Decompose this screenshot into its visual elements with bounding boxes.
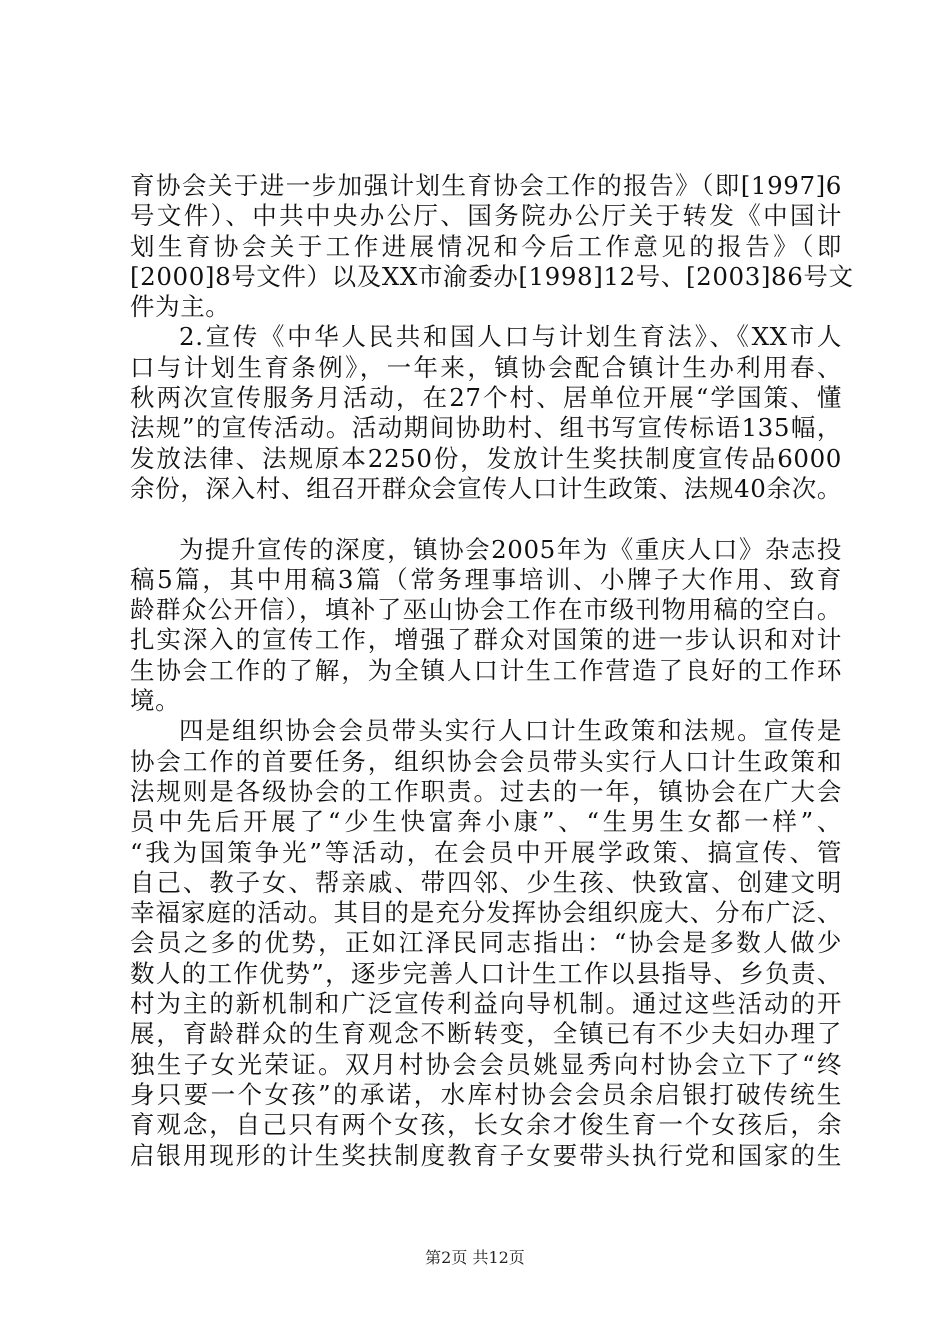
text-line: 幸福家庭的活动。其目的是充分发挥协会组织庞大、分布广泛、 bbox=[130, 898, 842, 928]
text-line: 自己、教子女、帮亲戚、带四邻、少生孩、快致富、创建文明 bbox=[130, 867, 842, 897]
text-line: 独生子女光荣证。双月村协会会员姚显秀向村协会立下了“终 bbox=[130, 1049, 842, 1079]
text-line: 口与计划生育条例》，一年来，镇协会配合镇计生办利用春、 bbox=[130, 352, 842, 382]
text-line: 划生育协会关于工作进展情况和今后工作意见的报告》（即 bbox=[130, 231, 842, 261]
text-line: 法规则是各级协会的工作职责。过去的一年，镇协会在广大会 bbox=[130, 776, 842, 806]
text-line: 号文件）、中共中央办公厅、国务院办公厅关于转发《中国计 bbox=[130, 201, 842, 231]
page-footer bbox=[0, 1245, 950, 1268]
text-line: “我为国策争光”等活动，在会员中开展学政策、搞宣传、管 bbox=[130, 837, 842, 867]
text-line: 秋两次宣传服务月活动，在27个村、居单位开展“学国策、懂 bbox=[130, 383, 842, 413]
text-line: 扎实深入的宣传工作，增强了群众对国策的进一步认识和对计 bbox=[130, 625, 842, 655]
text-line: [2000]8号文件）以及XX市渝委办[1998]12号、[2003]86号文 bbox=[130, 261, 854, 291]
text-line: 育观念，自己只有两个女孩，长女余才俊生育一个女孩后，余 bbox=[130, 1110, 842, 1140]
paragraph-gap bbox=[130, 504, 842, 534]
text-line: 余份，深入村、组召开群众会宣传人口计生政策、法规40余次。 bbox=[130, 473, 842, 503]
text-line: 发放法律、法规原本2250份，发放计生奖扶制度宣传品6000 bbox=[130, 443, 842, 473]
text-line: 身只要一个女孩”的承诺，水库村协会会员余启银打破传统生 bbox=[130, 1079, 842, 1109]
text-line: 启银用现形的计生奖扶制度教育子女要带头执行党和国家的生 bbox=[130, 1140, 842, 1170]
text-line: 数人的工作优势”，逐步完善人口计生工作以县指导、乡负责、 bbox=[130, 958, 842, 988]
text-line: 生协会工作的了解，为全镇人口计生工作营造了良好的工作环 bbox=[130, 655, 842, 685]
text-line: 件为主。 bbox=[130, 292, 231, 322]
text-line: 协会工作的首要任务，组织协会会员带头实行人口计生政策和 bbox=[130, 746, 842, 776]
text-line: 稿5篇，其中用稿3篇（常务理事培训、小牌子大作用、致育 bbox=[130, 564, 842, 594]
document-body bbox=[130, 171, 854, 1171]
text-line: 育协会关于进一步加强计划生育协会工作的报告》（即[1997]6 bbox=[130, 171, 842, 200]
text-line: 会员之多的优势，正如江泽民同志指出：“协会是多数人做少 bbox=[130, 928, 842, 958]
text-line: 2.宣传《中华人民共和国人口与计划生育法》、《XX市人 bbox=[179, 322, 842, 352]
text-line: 境。 bbox=[130, 686, 181, 716]
text-line: 法规”的宣传活动。活动期间协助村、组书写宣传标语135幅， bbox=[130, 413, 842, 443]
text-line: 为提升宣传的深度，镇协会2005年为《重庆人口》杂志投 bbox=[179, 534, 842, 564]
text-line: 展，育龄群众的生育观念不断转变，全镇已有不少夫妇办理了 bbox=[130, 1019, 842, 1049]
text-line: 员中先后开展了“少生快富奔小康”、“生男生女都一样”、 bbox=[130, 807, 842, 837]
text-line: 四是组织协会会员带头实行人口计生政策和法规。宣传是 bbox=[179, 716, 842, 746]
text-line: 村为主的新机制和广泛宣传利益向导机制。通过这些活动的开 bbox=[130, 989, 842, 1019]
text-line: 龄群众公开信），填补了巫山协会工作在市级刊物用稿的空白。 bbox=[130, 595, 842, 625]
page-number-label: 第2页 共12页 bbox=[425, 1248, 525, 1267]
